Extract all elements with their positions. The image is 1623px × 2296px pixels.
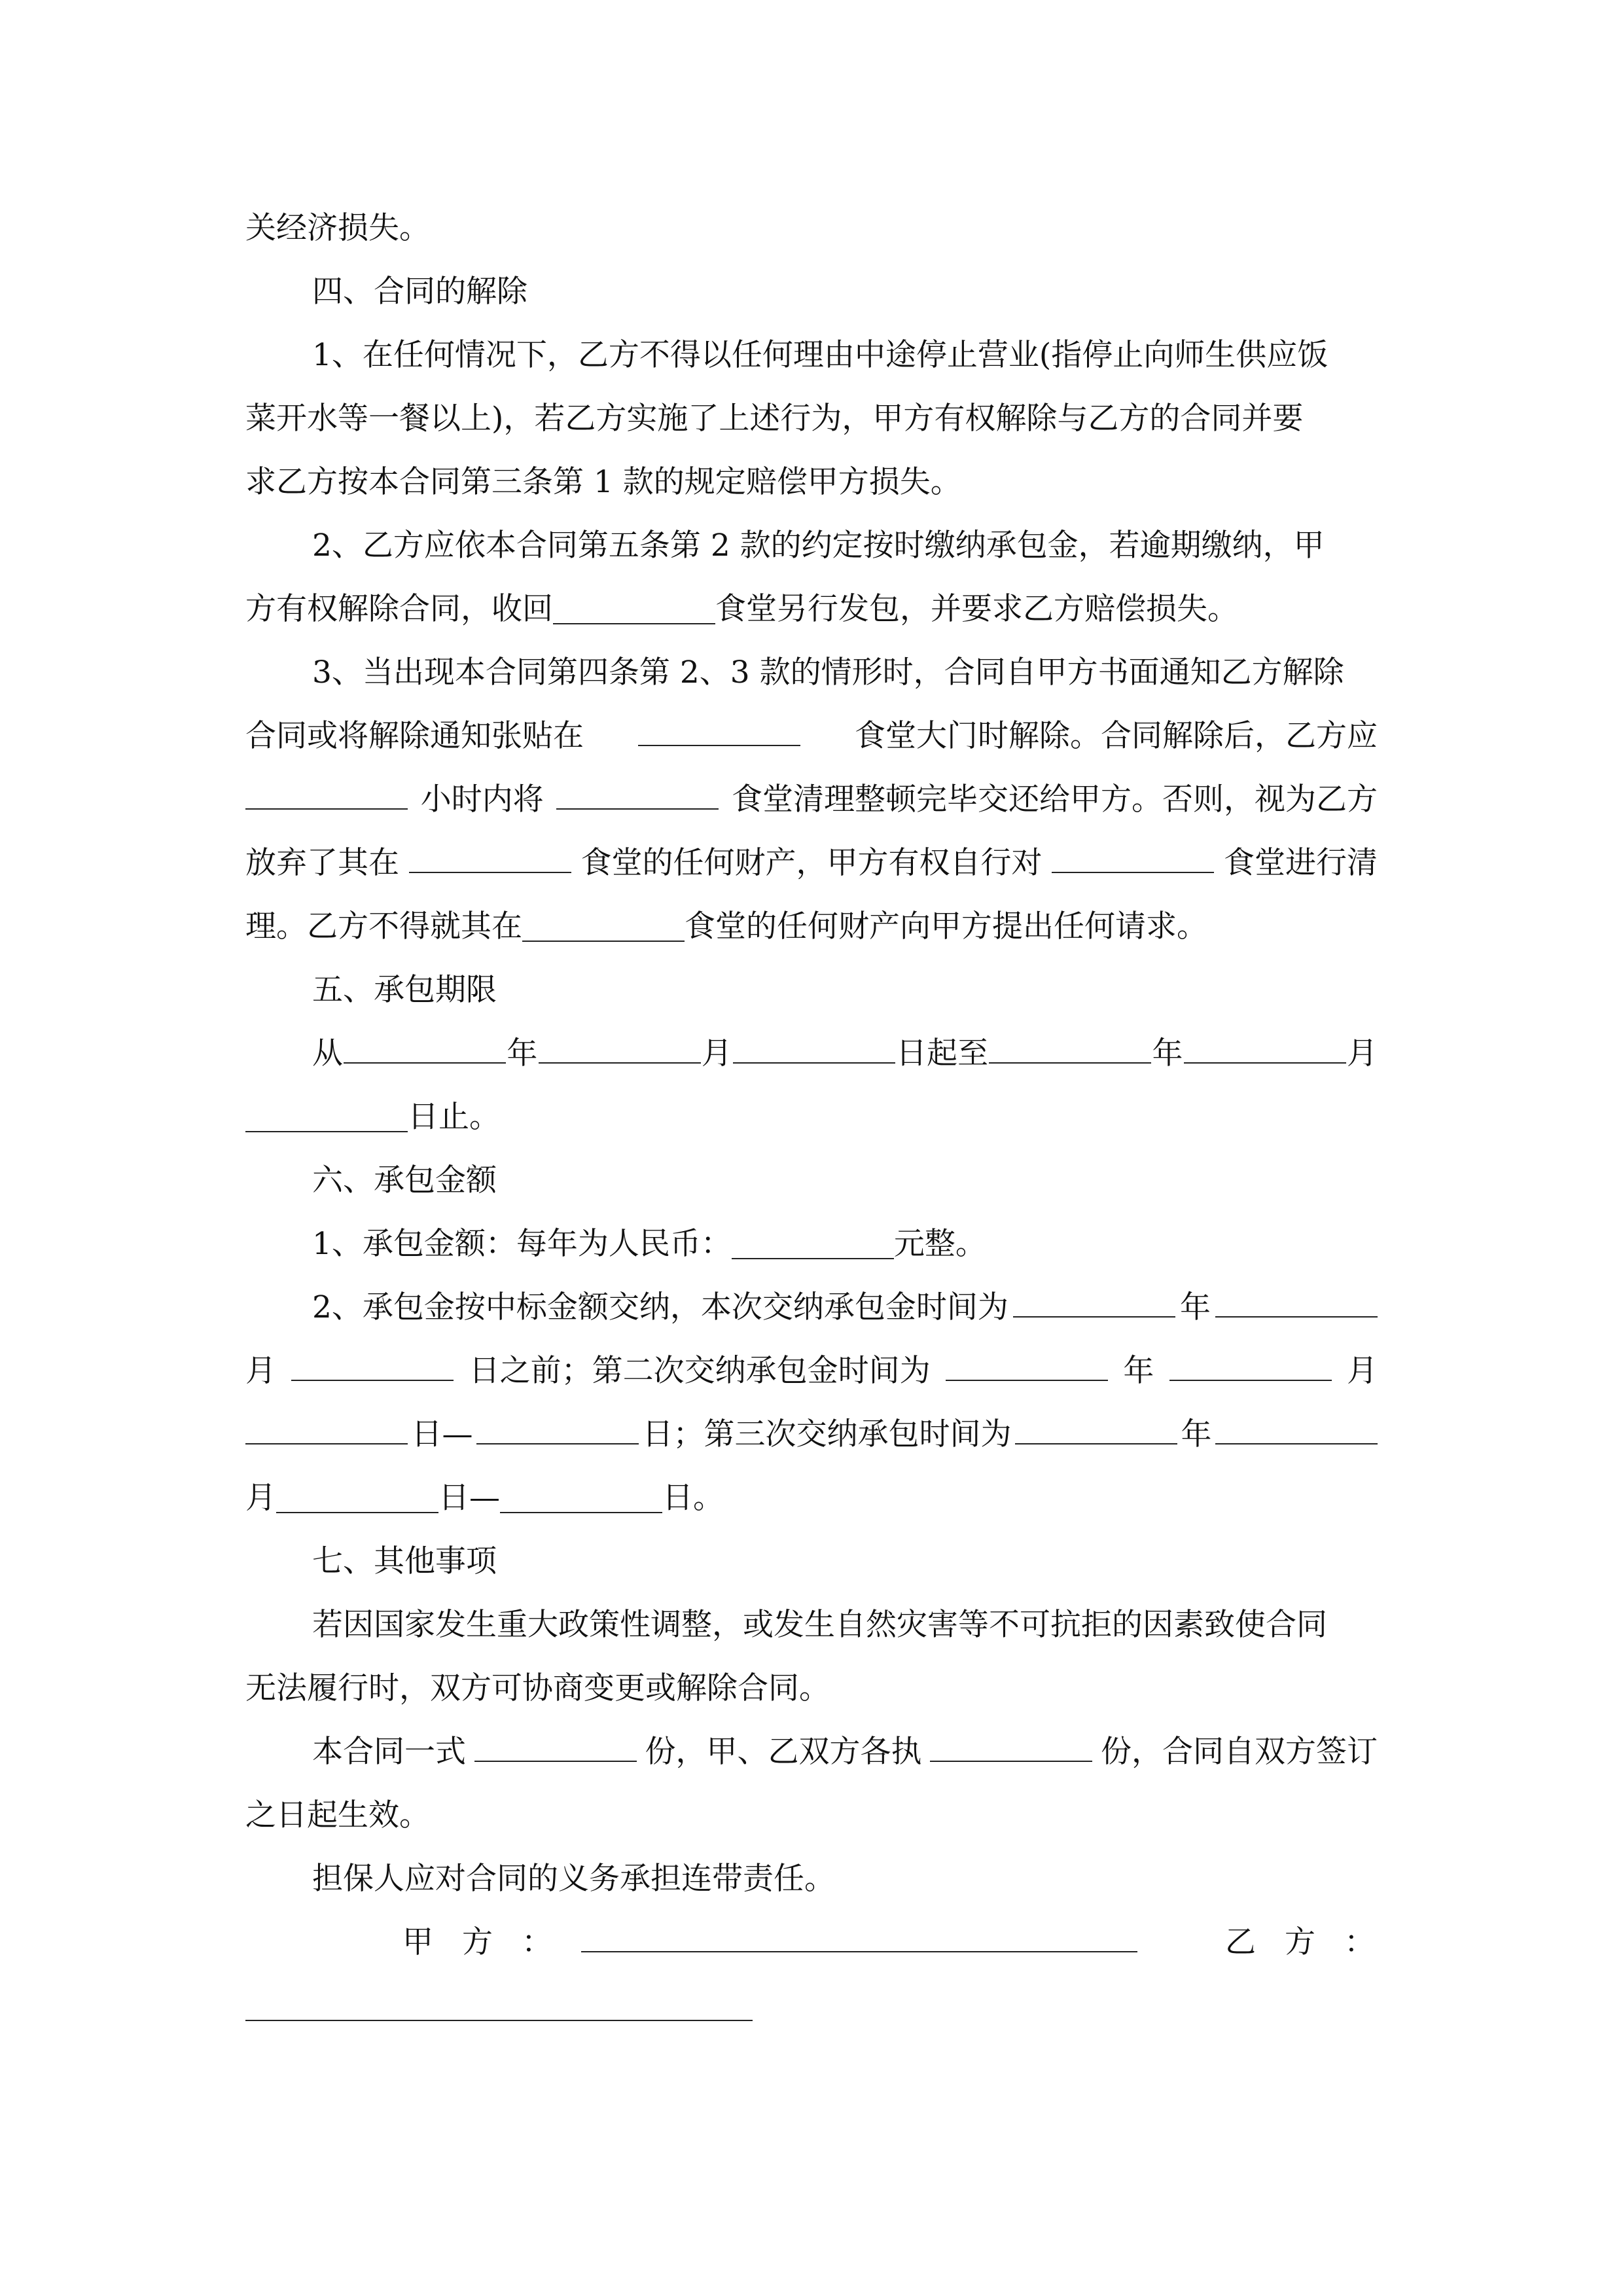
fill-in-blank[interactable]: [276, 1481, 438, 1513]
fill-in-blank[interactable]: [732, 1227, 894, 1259]
fill-in-blank[interactable]: [245, 778, 408, 810]
text-line: 本合同一式 份，甲、乙双方各执 份，合同自双方签订: [245, 1720, 1378, 1784]
fill-in-blank[interactable]: [1215, 1285, 1378, 1318]
section-heading: 七、其他事项: [312, 1543, 497, 1579]
fill-in-blank[interactable]: [476, 1412, 639, 1444]
text-line: 小时内将 食堂清理整顿完毕交还给甲方。否则，视为乙方: [245, 768, 1378, 831]
text-line: 求乙方按本合同第三条第 1 款的规定赔偿甲方损失。: [245, 464, 961, 500]
text-line: 担保人应对合同的义务承担连带责任。: [312, 1861, 835, 1897]
fill-in-blank[interactable]: [930, 1730, 1092, 1762]
text-line: 放弃了其在 食堂的任何财产，甲方有权自行对 食堂进行清: [245, 831, 1378, 895]
contract-page: [245, 196, 1404, 2037]
fill-in-blank[interactable]: [1169, 1349, 1332, 1381]
fill-in-blank[interactable]: [291, 1349, 454, 1381]
fill-in-blank[interactable]: [1015, 1412, 1177, 1444]
text-line: 3、当出现本合同第四条第 2、3 款的情形时，合同自甲方书面通知乙方解除: [312, 655, 1344, 691]
fill-in-blank[interactable]: [245, 1100, 408, 1132]
fill-in-blank[interactable]: [1184, 1031, 1346, 1064]
fill-in-blank[interactable]: [733, 1031, 895, 1064]
fill-in-blank[interactable]: [1052, 841, 1214, 873]
fill-in-blank[interactable]: [989, 1031, 1151, 1064]
signature-row: [245, 1974, 1378, 2037]
party-b-label: 乙方：: [1225, 1924, 1404, 1960]
section-heading: 四、合同的解除: [312, 274, 527, 310]
fill-in-blank[interactable]: [1215, 1412, 1378, 1444]
fill-in-blank[interactable]: [245, 1412, 408, 1444]
party-a-signature-line[interactable]: [581, 1920, 1137, 1952]
text-line: 菜开水等一餐以上)，若乙方实施了上述行为，甲方有权解除与乙方的合同并要: [245, 401, 1304, 437]
fill-in-blank[interactable]: [539, 1031, 701, 1064]
fill-in-blank[interactable]: [474, 1730, 637, 1762]
text-line: 方有权解除合同，收回 食堂另行发包，并要求乙方赔偿损失。: [245, 591, 1238, 627]
text-line: 若因国家发生重大政策性调整，或发生自然灾害等不可抗拒的因素致使合同: [312, 1607, 1327, 1643]
text-line: 无法履行时，双方可协商变更或解除合同。: [245, 1670, 830, 1706]
text-line: 理。乙方不得就其在 食堂的任何财产向甲方提出任何请求。: [245, 908, 1207, 944]
text-line: 2、承包金按中标金额交纳，本次交纳承包金时间为 年: [245, 1276, 1378, 1339]
fill-in-blank[interactable]: [946, 1349, 1108, 1381]
section-heading: 六、承包金额: [312, 1162, 497, 1198]
fill-in-blank[interactable]: [409, 841, 571, 873]
text-line: 1、承包金额：每年为人民币： 元整。: [312, 1226, 986, 1262]
fill-in-blank[interactable]: [522, 910, 685, 942]
text-line: 月 日之前；第二次交纳承包金时间为 年 月: [245, 1339, 1378, 1403]
text-line: 1、在任何情况下，乙方不得以任何理由中途停止营业(指停止向师生供应饭: [312, 337, 1329, 373]
text-line: 月 日— 日。: [245, 1480, 724, 1516]
text-line: 合同或将解除通知张贴在 食堂大门时解除。合同解除后，乙方应: [245, 704, 1378, 768]
section-heading: 五、承包期限: [312, 972, 497, 1008]
party-a-label: 甲方：: [402, 1924, 581, 1960]
fill-in-blank[interactable]: [344, 1031, 506, 1064]
fill-in-blank[interactable]: [500, 1481, 662, 1513]
fill-in-blank[interactable]: [1013, 1285, 1175, 1318]
text-line: 日止。: [245, 1085, 1378, 1149]
text-line: 之日起生效。: [245, 1797, 430, 1833]
signature-row: [245, 1910, 1404, 1974]
text-line: 2、乙方应依本合同第五条第 2 款的约定按时缴纳承包金，若逾期缴纳，甲: [312, 528, 1325, 564]
text-line: 日— 日；第三次交纳承包时间为 年: [245, 1403, 1378, 1466]
fill-in-blank[interactable]: [556, 778, 719, 810]
party-b-signature-line[interactable]: [245, 1989, 753, 2021]
fill-in-blank[interactable]: [638, 714, 800, 746]
text-line: 从 年 月 日起至 年 月: [245, 1022, 1378, 1085]
fill-in-blank[interactable]: [553, 592, 715, 624]
text-line: 关经济损失。: [245, 210, 430, 246]
